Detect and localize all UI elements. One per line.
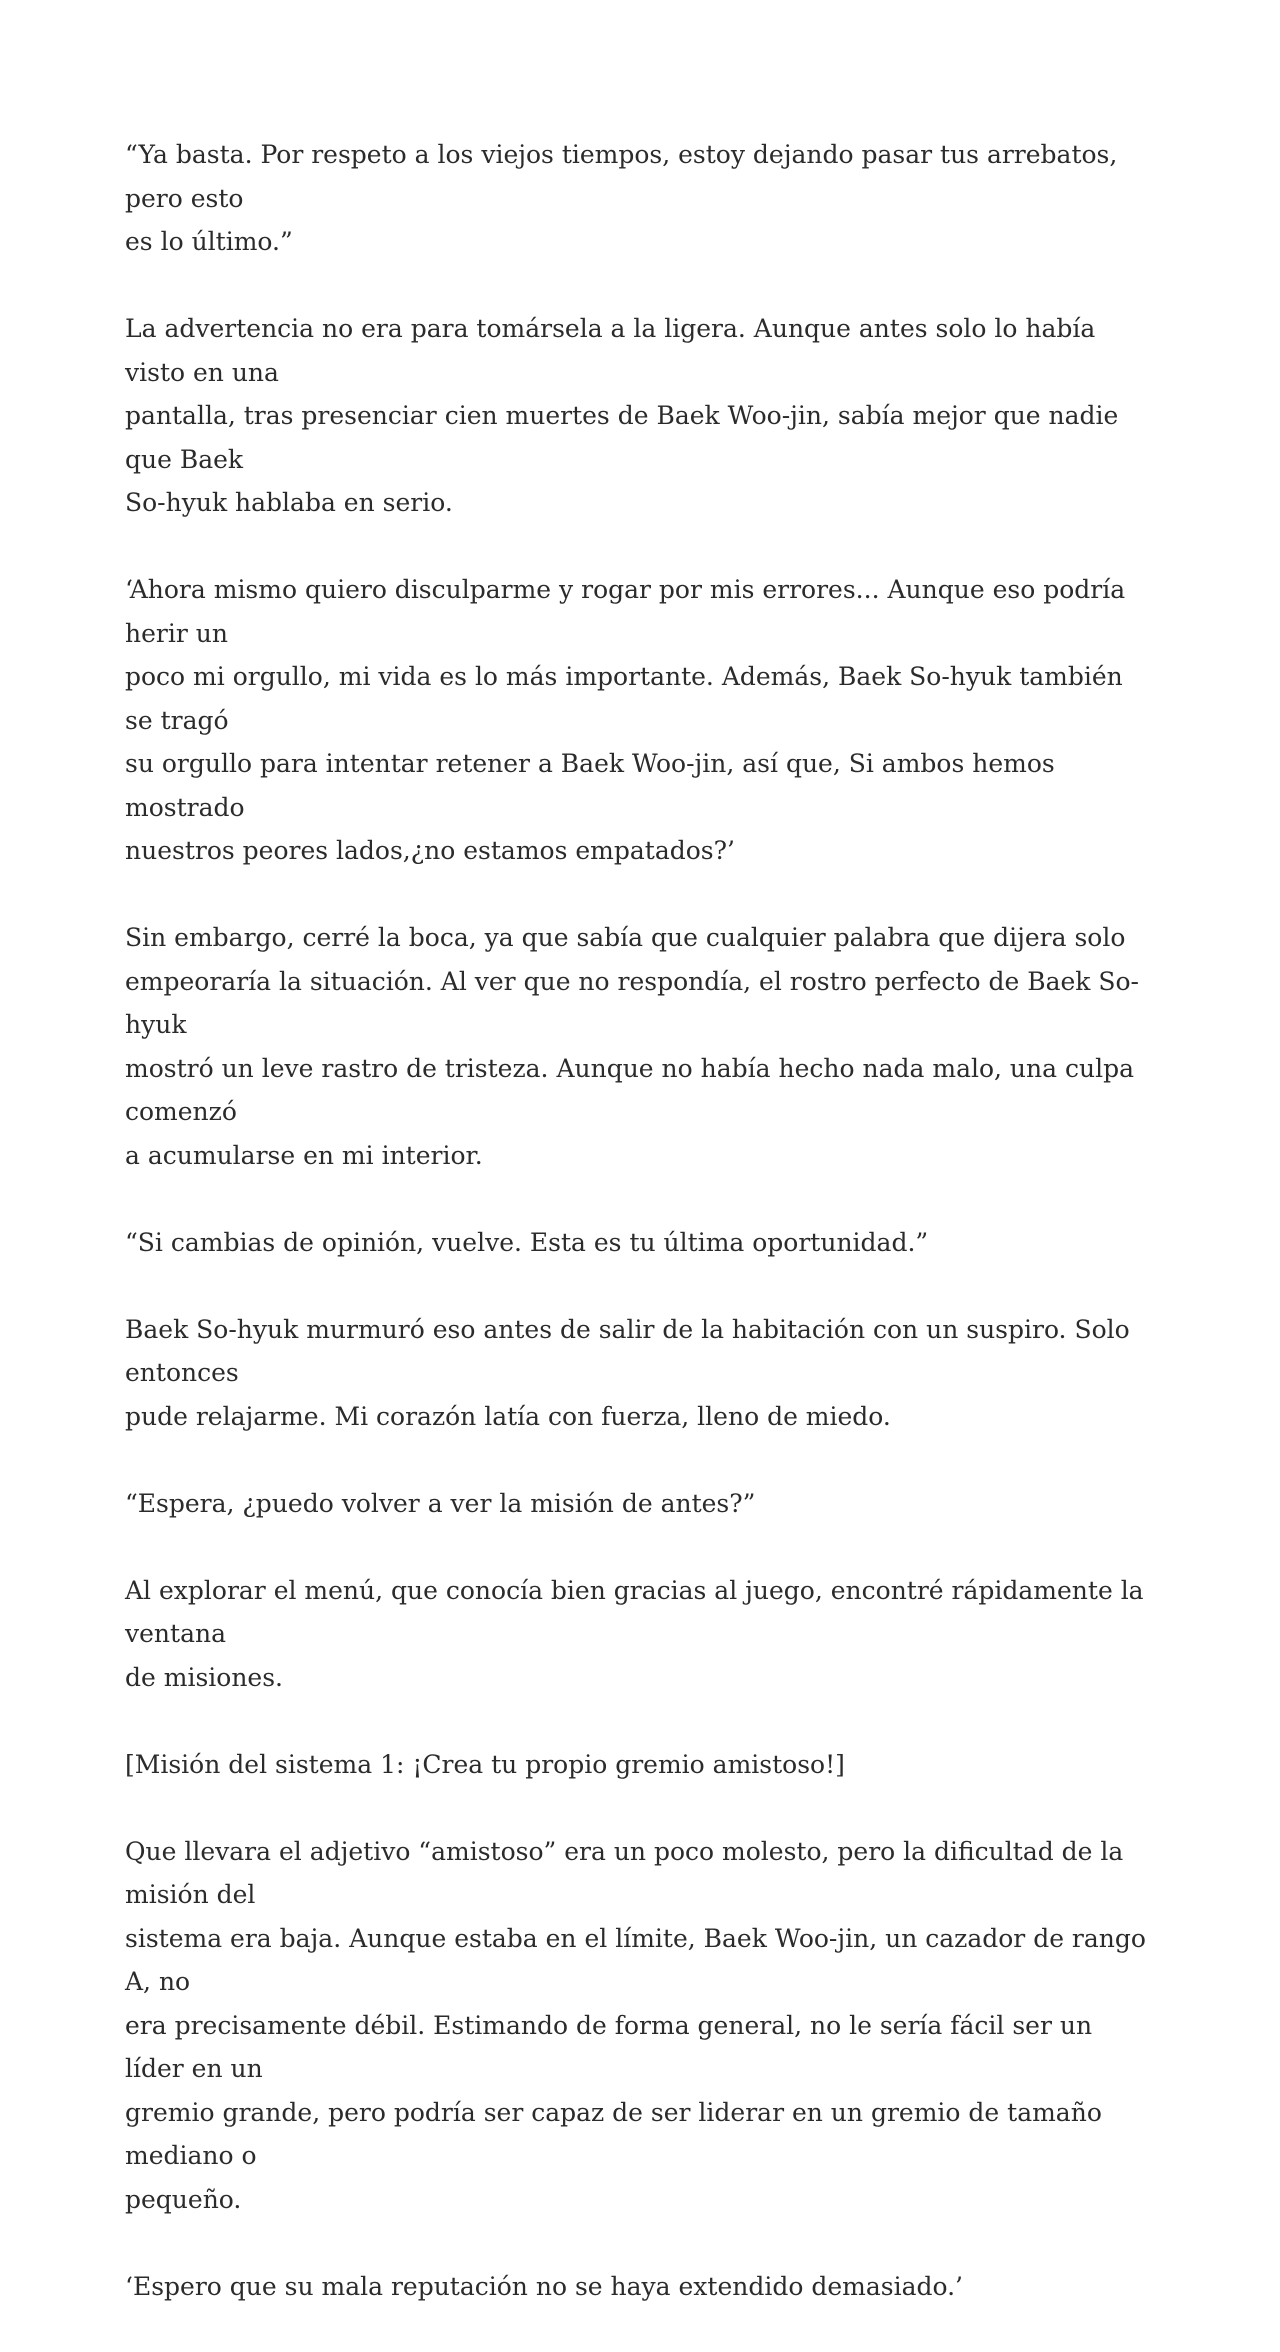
paragraph-1: “Ya basta. Por respeto a los viejos tiempos, estoy dejando pasar tus arrebatos, pero esto es lo último.” (125, 140, 1118, 256)
paragraph-6: Baek So-hyuk murmuró eso antes de salir de la habitación con un suspiro. Solo entonces pude relajarme. Mi corazón latía con fuerza, lleno de miedo. (125, 1314, 1130, 1431)
paragraph-7: “Espera, ¿puedo volver a ver la misión de antes?” (125, 1488, 756, 1518)
paragraph-10: Que llevara el adjetivo “amistoso” era un poco molesto, pero la dificultad de la misión del sistema era baja. Aunque estaba en el límite, Baek Woo-jin, un cazador de rango A, no era precisamente débil. Estimando de forma general, no le sería fácil ser un líder en un gremio grande, pero podría ser capaz de ser liderar en un gremio de tamaño mediano o pequeño. (125, 1836, 1146, 2214)
paragraph-3: ‘Ahora mismo quiero disculparme y rogar por mis errores... Aunque eso podría herir un poco mi orgullo, mi vida es lo más importante. Además, Baek So-hyuk también se tragó su orgullo para intentar retener a Baek Woo-jin, así que, Si ambos hemos mostrado nuestros peores lados,¿no estamos empatados?’ (125, 575, 1126, 865)
paragraph-4: Sin embargo, cerré la boca, ya que sabía que cualquier palabra que dijera solo empeoraría la situación. Al ver que no respondía, el rostro perfecto de Baek So-hyuk mostró un leve rastro de tristeza. Aunque no había hecho nada malo, una culpa comenzó a acumularse en mi interior. (125, 923, 1140, 1170)
paragraph-9: [Misión del sistema 1: ¡Crea tu propio gremio amistoso!] (125, 1749, 845, 1779)
document-body (125, 133, 1155, 2352)
paragraph-5: “Si cambias de opinión, vuelve. Esta es tu última oportunidad.” (125, 1227, 929, 1257)
paragraph-8: Al explorar el menú, que conocía bien gracias al juego, encontré rápidamente la ventana de misiones. (125, 1575, 1144, 1692)
paragraph-11: ‘Espero que su mala reputación no se haya extendido demasiado.’ (125, 2271, 963, 2301)
paragraph-2: La advertencia no era para tomársela a la ligera. Aunque antes solo lo había visto en una pantalla, tras presenciar cien muertes de Baek Woo-jin, sabía mejor que nadie que Baek So-hyuk hablaba en serio. (125, 314, 1119, 517)
